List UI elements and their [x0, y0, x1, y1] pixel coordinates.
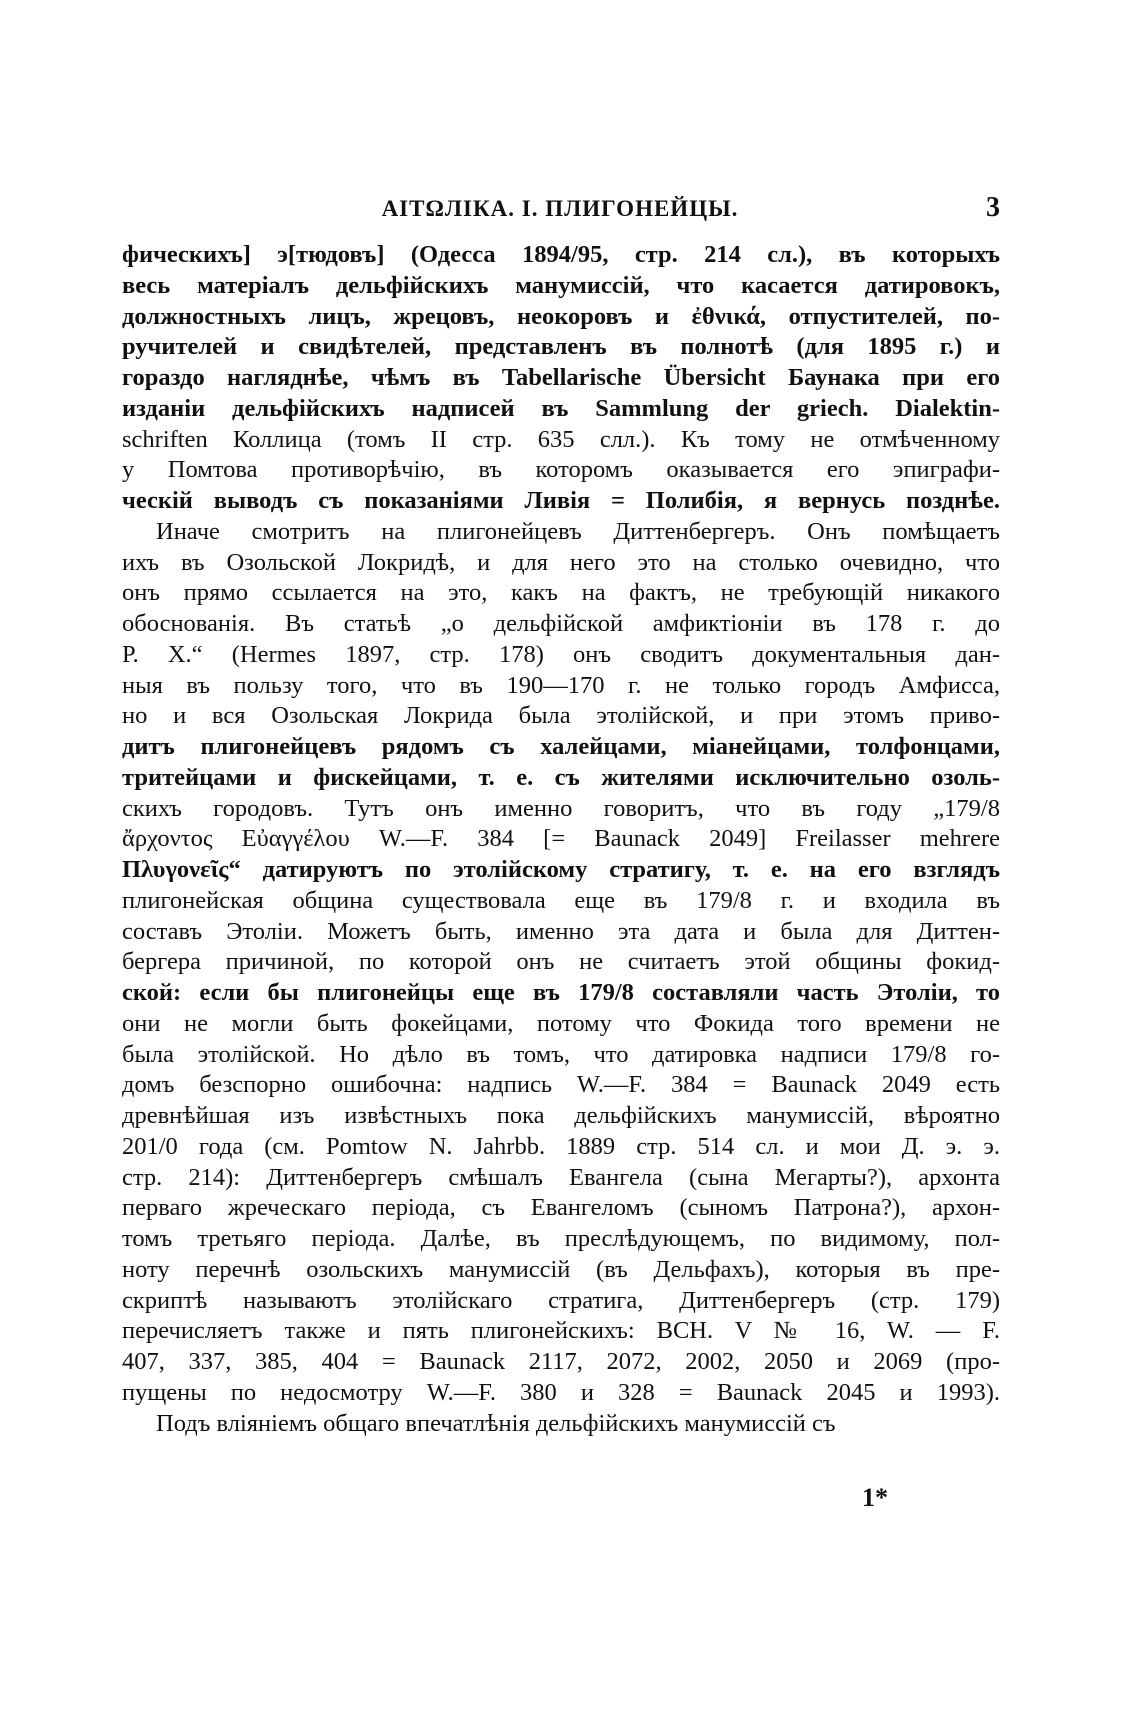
text-line: древнѣйшая изъ извѣстныхъ пока дельфійскихъ манумиссій, вѣроятно: [122, 1102, 1000, 1129]
text-line: гораздо нагляднѣе, чѣмъ въ Tabellarische Übersicht Баунака при его: [122, 364, 1000, 391]
text-line: перечисляетъ также и пять плигонейскихъ: BCH. V № 16, W. — F.: [122, 1317, 1000, 1345]
text-line: была этолійской. Но дѣло въ томъ, что датировка надписи 179/8 го-: [122, 1040, 1000, 1068]
text-line: они не могли быть фокейцами, потому что Фокида того времени не: [122, 1009, 1000, 1037]
text-line: ἄρχοντος Εὐαγγέλου W.—F. 384 [= Baunack 2049] Freilasser mehrere: [122, 825, 1000, 853]
text-line: ческій выводъ съ показаніями Ливія = Полибія, я вернусь позднѣе.: [122, 487, 1000, 514]
text-line: у Помтова противорѣчію, въ которомъ оказывается его эпиграфи-: [122, 456, 1000, 484]
text-line: домъ безспорно ошибочна: надпись W.—F. 384 = Baunack 2049 есть: [122, 1071, 1000, 1099]
page-number: 3: [986, 192, 1000, 223]
text-line: ской: если бы плигонейцы еще въ 179/8 составляли часть Этоліи, то: [122, 979, 1000, 1006]
text-line: составъ Этоліи. Можетъ быть, именно эта дата и была для Диттен-: [122, 917, 1000, 945]
text-line: тритейцами и фискейцами, т. е. съ жителями исключительно озоль-: [122, 763, 1000, 791]
text-line: должностныхъ лицъ, жрецовъ, неокоровъ и ἐθνικά, отпустителей, по-: [122, 302, 1000, 330]
text-line: дитъ плигонейцевъ рядомъ съ халейцами, міанейцами, толфонцами,: [122, 733, 1000, 760]
text-line: Подъ вліяніемъ общаго впечатлѣнія дельфійскихъ манумиссій съ: [156, 1409, 836, 1437]
text-line: Иначе смотритъ на плигонейцевъ Диттенбергеръ. Онъ помѣщаетъ: [156, 517, 1000, 545]
text-line: но и вся Озольская Локрида была этолійской, и при этомъ приво-: [122, 702, 1000, 730]
text-line: перваго жреческаго періода, съ Евангеломъ (сыномъ Патрона?), архон-: [122, 1194, 1000, 1222]
signature-mark: 1*: [862, 1483, 888, 1512]
text-line: Р. Х.“ (Hermes 1897, стр. 178) онъ сводитъ документальныя дан-: [122, 640, 1000, 668]
text-line: пущены по недосмотру W.—F. 380 и 328 = Baunack 2045 и 1993).: [122, 1378, 1000, 1406]
running-title: АІТΩЛІКА. І. ПЛИГОНЕЙЦЫ.: [381, 196, 739, 221]
text-line: ихъ въ Озольской Локридѣ, и для него это на столько очевидно, что: [122, 548, 1000, 576]
body-text: [122, 240, 1000, 1439]
text-line: ныя въ пользу того, что въ 190—170 г. не только городъ Амфисса,: [122, 671, 1000, 699]
text-line: плигонейская община существовала еще въ 179/8 г. и входила въ: [122, 886, 1000, 914]
text-line: schriften Коллица (томъ II стр. 635 слл.). Къ тому не отмѣченному: [122, 425, 1000, 453]
text-line: 407, 337, 385, 404 = Baunack 2117, 2072, 2002, 2050 и 2069 (про-: [122, 1348, 1000, 1375]
text-line: томъ третьяго періода. Далѣе, въ преслѣдующемъ, по видимому, пол-: [122, 1225, 1000, 1252]
text-line: изданіи дельфійскихъ надписей въ Sammlung der griech. Dialektin-: [122, 394, 1000, 422]
text-line: обоснованія. Въ статьѣ „о дельфійской амфиктіоніи въ 178 г. до: [122, 610, 1000, 637]
text-line: Πλυγονεῖς“ датируютъ по этолійскому стратигу, т. е. на его взглядъ: [122, 856, 1000, 883]
text-line: фическихъ] э[тюдовъ] (Одесса 1894/95, стр. 214 сл.), въ которыхъ: [122, 241, 1000, 268]
text-line: ноту перечнѣ озольскихъ манумиссій (въ Дельфахъ), которыя въ пре-: [122, 1255, 1000, 1283]
text-line: скихъ городовъ. Тутъ онъ именно говоритъ, что въ году „179/8: [122, 794, 1000, 822]
text-line: скриптѣ называютъ этолійскаго стратига, Диттенбергеръ (стр. 179): [122, 1286, 1000, 1314]
text-line: весь матеріалъ дельфійскихъ манумиссій, что касается датировокъ,: [122, 271, 1000, 299]
running-header: [120, 192, 1000, 236]
text-line: 201/0 года (см. Pomtow N. Jahrbb. 1889 стр. 514 сл. и мои Д. э. э.: [122, 1132, 1000, 1160]
text-line: ручителей и свидѣтелей, представленъ въ полнотѣ (для 1895 г.) и: [122, 333, 1000, 361]
text-line: онъ прямо ссылается на это, какъ на фактъ, не требующій никакого: [122, 579, 1000, 607]
text-line: бергера причиной, по которой онъ не считаетъ этой общины фокид-: [122, 948, 1000, 976]
text-line: стр. 214): Диттенбергеръ смѣшалъ Евангела (сына Мегарты?), архонта: [122, 1163, 1000, 1191]
